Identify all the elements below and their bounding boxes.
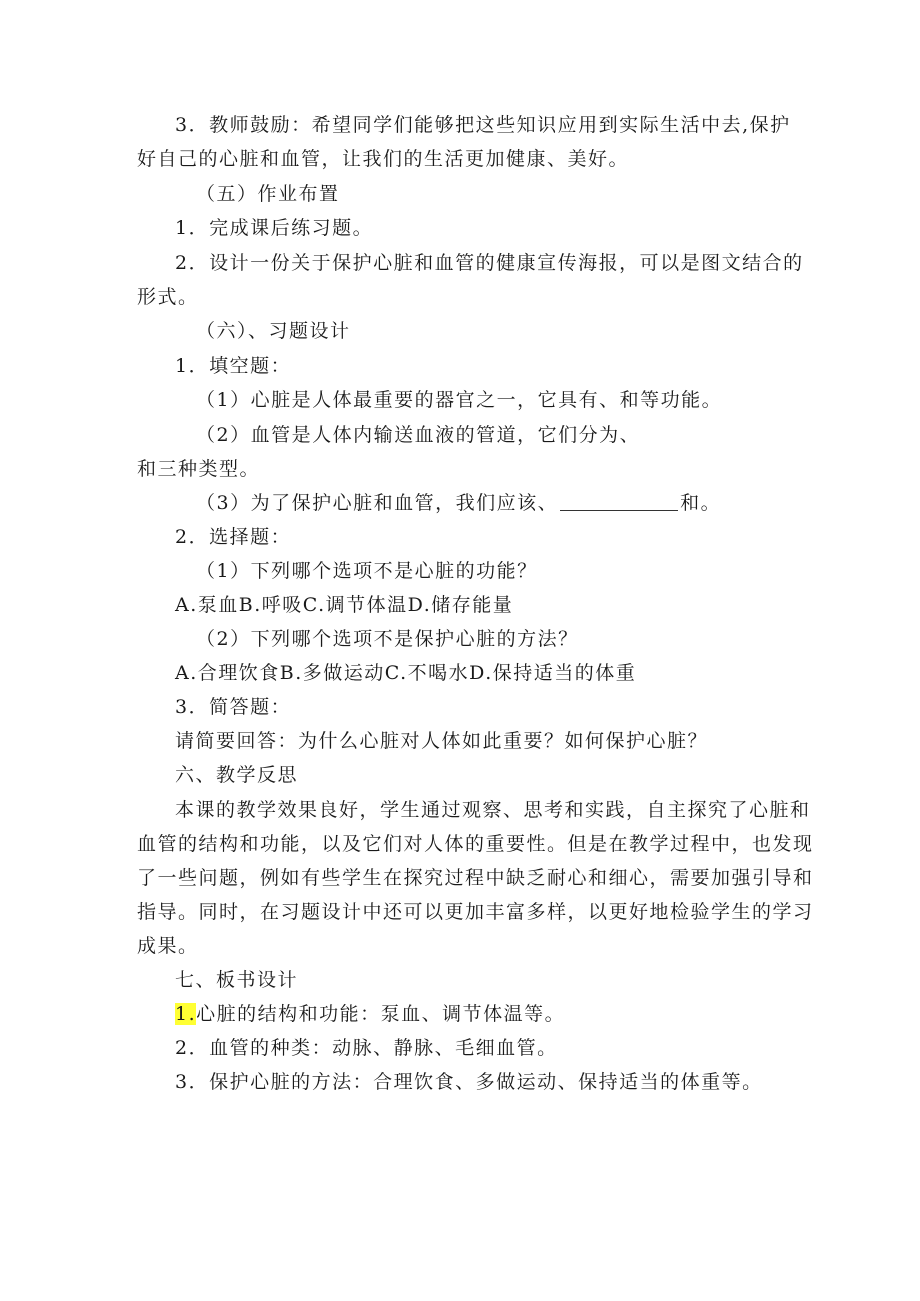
board-item-3: 3．保护心脏的方法：合理饮食、多做运动、保持适当的体重等。: [175, 1071, 763, 1093]
choice-q1: （1）下列哪个选项不是心脏的功能？: [196, 560, 538, 582]
fill-blank-q3-end: 和。: [680, 492, 722, 514]
reflection-line-5: 成果。: [137, 935, 199, 957]
choice-q1-options: A.泵血B.呼吸C.调节体温D.储存能量: [175, 594, 514, 616]
highlighted-number: 1.: [175, 1003, 197, 1025]
fill-blank-title: 1．填空题：: [175, 355, 292, 377]
board-item-1-text: 心脏的结构和功能：泵血、调节体温等。: [196, 1003, 566, 1025]
homework-item-1: 1．完成课后练习题。: [175, 217, 374, 239]
reflection-line-4: 指导。同时，在习题设计中还可以更加丰富多样，以更好地检验学生的学习: [137, 901, 814, 923]
reflection-line-1: 本课的教学效果良好，学生通过观察、思考和实践，自主探究了心脏和: [175, 799, 811, 821]
fill-blank-q1: （1）心脏是人体最重要的器官之一，它具有、和等功能。: [196, 389, 723, 411]
homework-item-2-cont: 形式。: [137, 286, 199, 308]
fill-blank-q3: [196, 490, 721, 516]
choice-q2-options: A.合理饮食B.多做运动C.不喝水D.保持适当的体重: [175, 662, 637, 684]
exercise-heading: （六）、习题设计: [196, 320, 351, 342]
choice-q2: （2）下列哪个选项不是保护心脏的方法？: [196, 628, 579, 650]
homework-item-2: 2．设计一份关于保护心脏和血管的健康宣传海报，可以是图文结合的: [175, 252, 804, 274]
reflection-heading: 六、教学反思: [175, 764, 299, 786]
reflection-line-2: 血管的结构和功能，以及它们对人体的重要性。但是在教学过程中，也发现: [137, 833, 814, 855]
board-item-1: [175, 1001, 565, 1027]
encourage-line-2: 好自己的心脏和血管，让我们的生活更加健康、美好。: [137, 148, 630, 170]
short-answer-title: 3．简答题：: [175, 696, 292, 718]
short-answer-question: 请简要回答：为什么心脏对人体如此重要？如何保护心脏？: [175, 730, 709, 752]
homework-heading: （五）作业布置: [196, 183, 340, 205]
fill-blank-q3-text: （3）为了保护心脏和血管，我们应该、: [196, 492, 559, 514]
fill-blank-q2-cont: 和三种类型。: [137, 458, 261, 480]
encourage-line-1: 3．教师鼓励：希望同学们能够把这些知识应用到实际生活中去,保护: [175, 114, 791, 136]
reflection-line-3: 了一些问题，例如有些学生在探究过程中缺乏耐心和细心，需要加强引导和: [137, 867, 814, 889]
answer-blank: [560, 494, 678, 511]
board-heading: 七、板书设计: [175, 969, 299, 991]
fill-blank-q2: （2）血管是人体内输送血液的管道，它们分为、: [196, 424, 641, 446]
choice-title: 2．选择题：: [175, 526, 292, 548]
board-item-2: 2．血管的种类：动脉、静脉、毛细血管。: [175, 1037, 558, 1059]
